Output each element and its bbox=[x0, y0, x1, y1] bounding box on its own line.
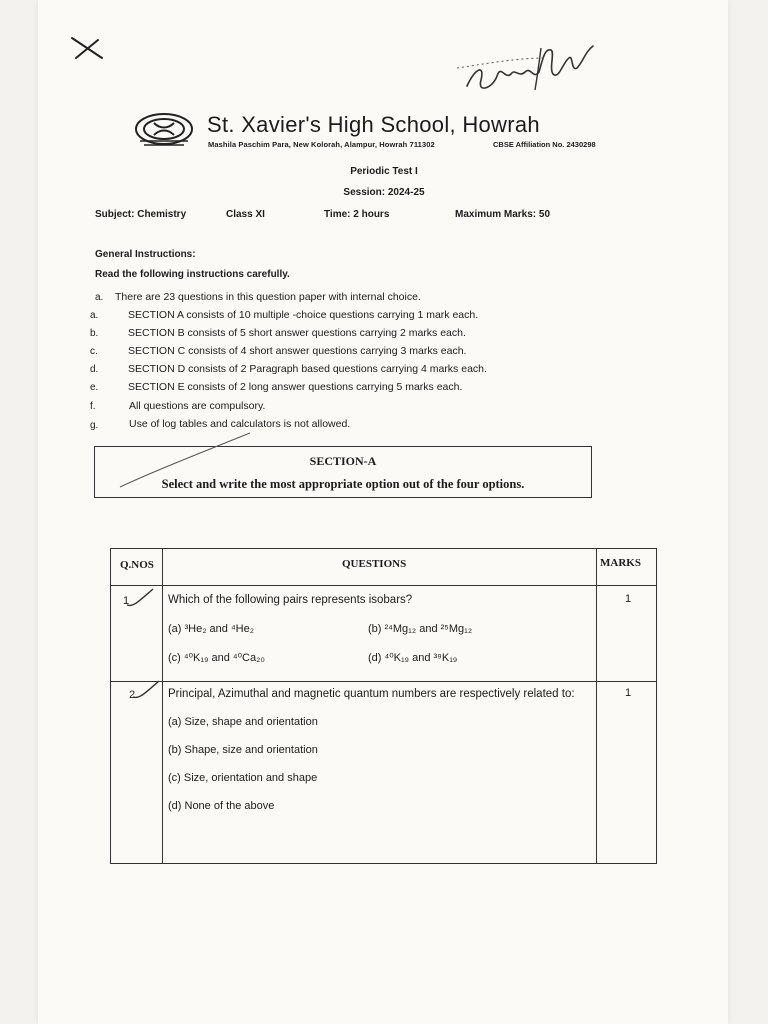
tick-mark bbox=[131, 679, 161, 703]
instruction-text: SECTION D consists of 2 Paragraph based questions carrying 4 marks each. bbox=[128, 363, 487, 375]
instruction-marker: a. bbox=[90, 310, 99, 321]
column-divider bbox=[596, 549, 597, 863]
option-a: (a) ³He₂ and ⁴He₂ bbox=[168, 623, 255, 635]
question-number: 1 bbox=[123, 595, 130, 607]
header-marks: MARKS bbox=[600, 557, 641, 569]
instruction-marker: b. bbox=[90, 328, 99, 339]
question-text: Principal, Azimuthal and magnetic quantum numbers are respectively related to: bbox=[168, 688, 575, 700]
option-c: (c) ⁴⁰K₁₉ and ⁴⁰Ca₂₀ bbox=[168, 652, 265, 664]
option-a: (a) Size, shape and orientation bbox=[168, 716, 318, 728]
option-b: (b) ²⁴Mg₁₂ and ²⁵Mg₁₂ bbox=[368, 623, 473, 635]
instruction-text: SECTION C consists of 4 short answer questions carrying 3 marks each. bbox=[128, 345, 467, 357]
header-qnos: Q.NOS bbox=[120, 559, 154, 571]
affiliation-number: CBSE Affiliation No. 2430298 bbox=[493, 140, 596, 149]
class: Class XI bbox=[226, 209, 265, 220]
option-d: (d) ⁴⁰K₁₉ and ³⁹K₁₉ bbox=[368, 652, 458, 664]
question-marks: 1 bbox=[625, 687, 632, 699]
school-logo bbox=[134, 111, 194, 149]
paper-sheet bbox=[38, 0, 728, 1024]
pen-stroke bbox=[110, 425, 260, 495]
instruction-text: There are 23 questions in this question paper with internal choice. bbox=[115, 291, 421, 303]
instruction-text: Use of log tables and calculators is not allowed. bbox=[129, 418, 351, 430]
instruction-marker: e. bbox=[90, 382, 99, 393]
handwritten-x-mark bbox=[68, 34, 108, 64]
instruction-marker: f. bbox=[90, 401, 96, 412]
school-address: Mashila Paschim Para, New Kolorah, Alampur, Howrah 711302 bbox=[208, 140, 435, 149]
instruction-text: SECTION B consists of 5 short answer questions carrying 2 marks each. bbox=[128, 327, 466, 339]
question-table bbox=[110, 548, 657, 864]
instruction-marker: d. bbox=[90, 364, 99, 375]
subject: Subject: Chemistry bbox=[95, 209, 187, 220]
question-marks: 1 bbox=[625, 593, 632, 605]
instructions-heading: General Instructions: bbox=[95, 249, 196, 260]
question-number: 2. bbox=[129, 689, 139, 701]
option-b: (b) Shape, size and orientation bbox=[168, 744, 318, 756]
instruction-marker: a. bbox=[95, 292, 104, 303]
section-a-title: SECTION-A bbox=[309, 454, 377, 468]
option-c: (c) Size, orientation and shape bbox=[168, 772, 318, 784]
row-divider bbox=[111, 585, 656, 586]
instruction-text: SECTION A consists of 10 multiple -choice questions carrying 1 mark each. bbox=[128, 309, 479, 321]
time-allowed: Time: 2 hours bbox=[324, 209, 390, 220]
school-name: St. Xavier's High School, Howrah bbox=[207, 112, 540, 137]
option-d: (d) None of the above bbox=[168, 800, 275, 812]
row-divider bbox=[111, 681, 656, 682]
header-questions: QUESTIONS bbox=[342, 558, 407, 570]
tick-mark bbox=[125, 587, 155, 611]
instruction-text: SECTION E consists of 2 long answer questions carrying 5 marks each. bbox=[128, 381, 463, 393]
instructions-lead: Read the following instructions carefully. bbox=[95, 269, 290, 280]
instruction-text: All questions are compulsory. bbox=[129, 400, 266, 412]
handwritten-signature bbox=[455, 28, 605, 108]
instruction-marker: g. bbox=[90, 420, 99, 431]
section-a-instruction: Select and write the most appropriate option out of the four options. bbox=[161, 477, 525, 491]
exam-session: Session: 2024-25 bbox=[343, 187, 425, 198]
question-text: Which of the following pairs represents isobars? bbox=[168, 594, 413, 606]
exam-title: Periodic Test I bbox=[350, 166, 418, 177]
instruction-marker: c. bbox=[90, 346, 98, 357]
maximum-marks: Maximum Marks: 50 bbox=[455, 209, 551, 220]
column-divider bbox=[162, 549, 163, 863]
